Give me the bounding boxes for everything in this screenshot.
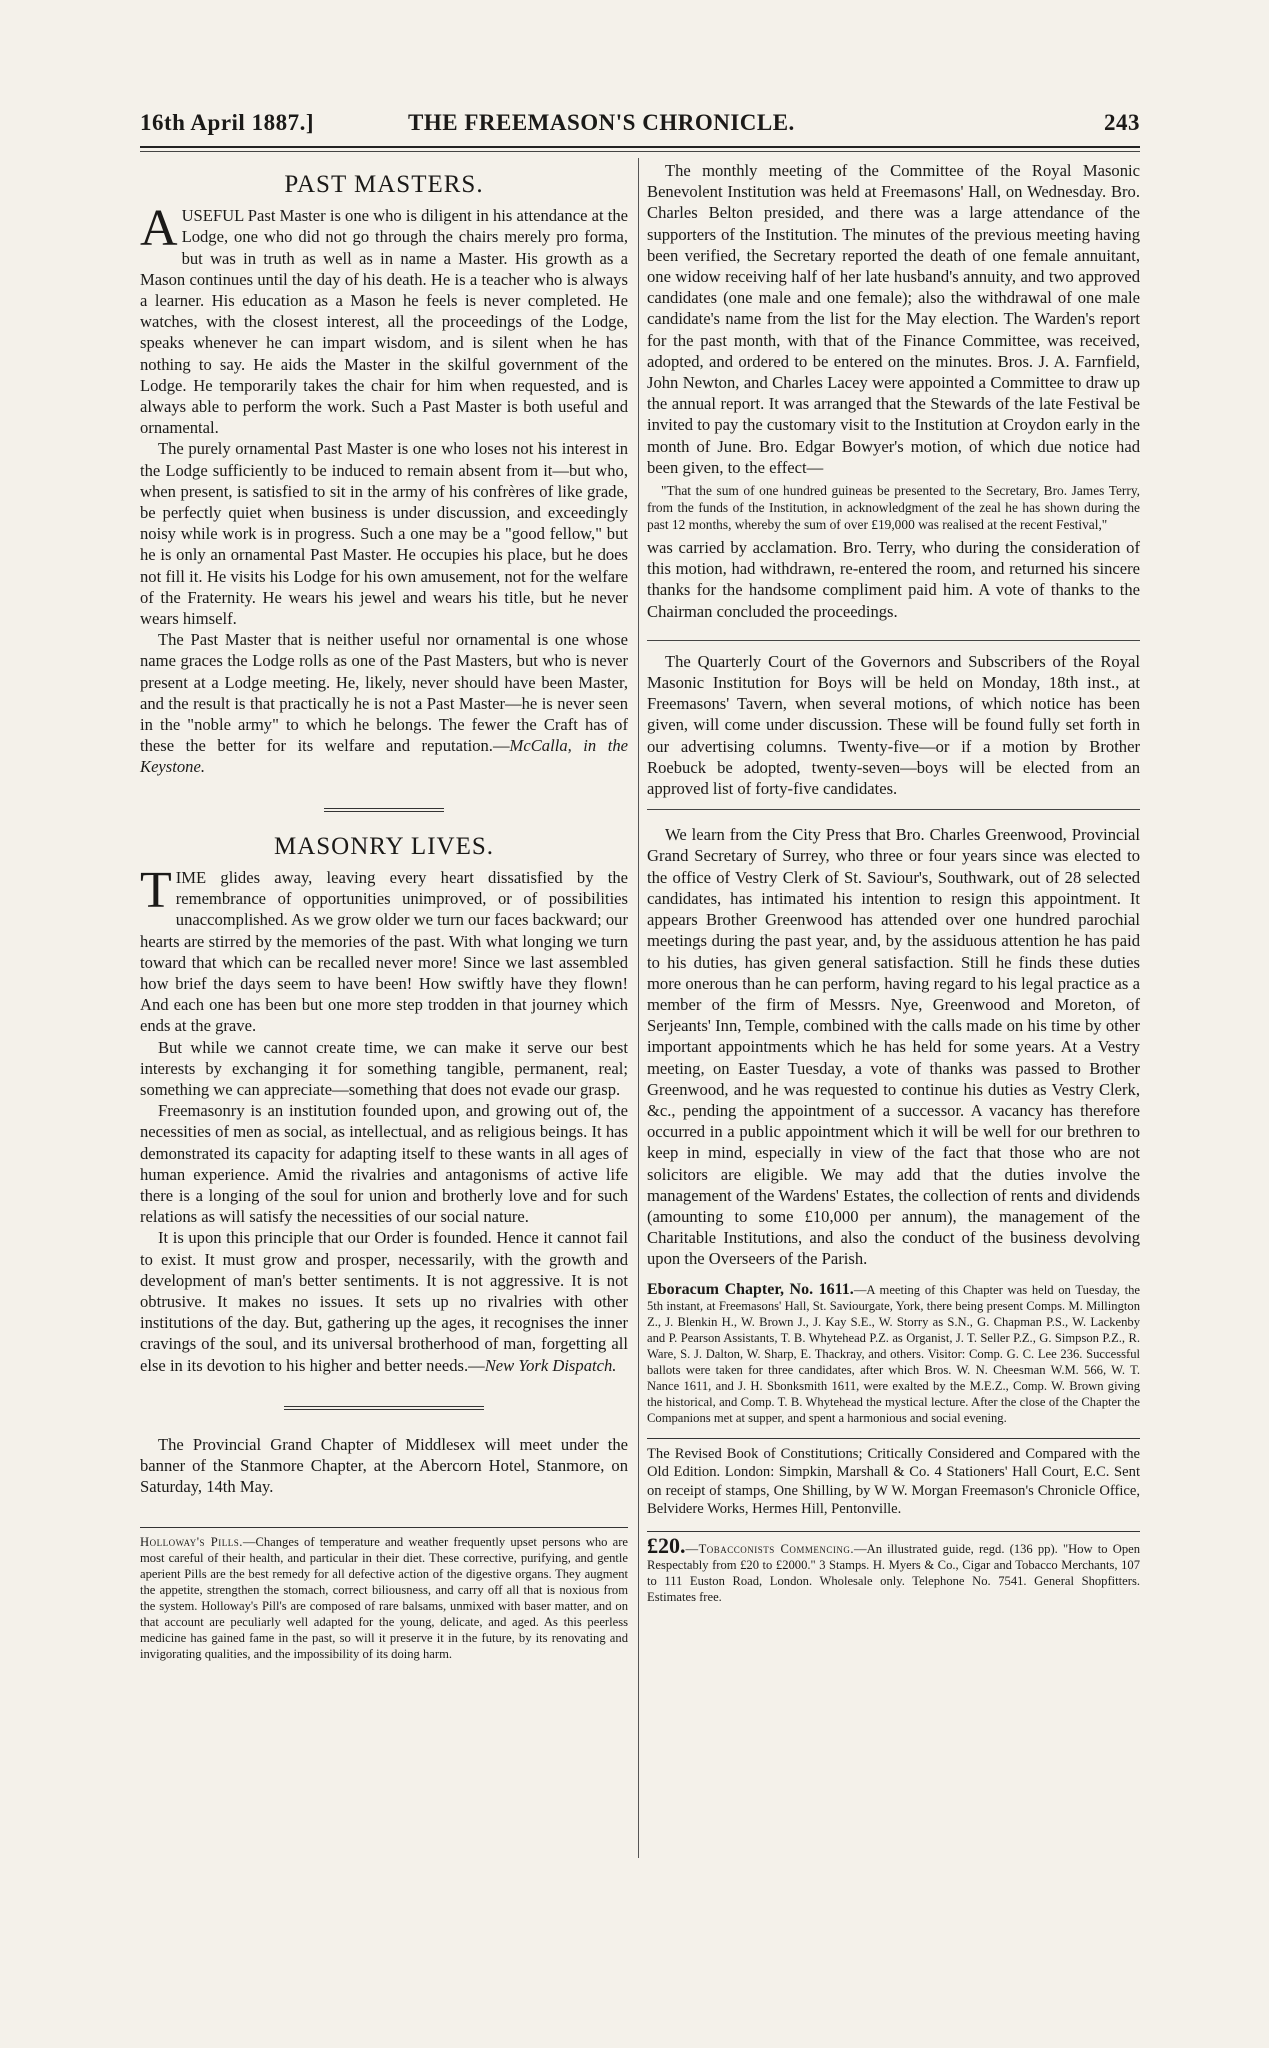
- paragraph-text: It is upon this principle that our Order is founded. Hence it cannot fail to exist. It must grow and prosper, necessarily, with the growth and development of man's better sentiments. It is not aggressive. It is not obtrusive. It makes no issues. It sets up no rivalries with other institutions of the day. But, gathering up the ages, it recognises the inner cravings of the soul, and its universal brotherhood of man, forgetting all else in its devotion to his higher and better needs.—: [140, 1228, 628, 1375]
- tobacco-advert: [647, 1531, 1140, 1605]
- paragraph: But while we cannot create time, we can make it serve our best interests by exchanging it for something tangible, permanent, real; something we can appreciate—something that does not evade our grasp.: [140, 1037, 628, 1099]
- advert-lead: Holloway's Pills.: [140, 1535, 243, 1550]
- paragraph: The purely ornamental Past Master is one who loses not his interest in the Lodge sufficiently to be induced to remain absent from it—but who, when present, is satisfied to sit in the army of his confrères of like grade, be perfectly quiet when business is under discussion, and exceedingly noisy while work is in progress. Such a one may be a "good fellow," but he is only an ornamental Past Master. He occupies his place, but he does not fill it. He visits his Lodge for his own amusement, not for the welfare of the Fraternity. He wears his jewel and wears his title, but he never wears himself.: [140, 439, 628, 629]
- article-heading: MASONRY LIVES.: [273, 832, 495, 860]
- greenwood-notice: We learn from the City Press that Bro. Charles Greenwood, Provincial Grand Secretary of Surrey, who three or four years since was elected to the office of Vestry Clerk of St. Saviour's, Southwark, out of 28 selected candidates, has intimated his intention to resign this appointment. It appears Brother Greenwood has attended over one hundred parochial meetings during the past year, and, by the assiduous attention he has paid to his duties, has given general satisfaction. Still he finds these duties more onerous than he can perform, having regard to his legal practice as a member of the firm of Messrs. Nye, Greenwood and Moreton, of Serjeants' Inn, Temple, combined with the calls made on his time by other important appointments which he has held for some years. At a Vestry meeting, on Easter Tuesday, a vote of thanks was passed to Brother Greenwood, and he was requested to continue his duties as Vestry Clerk, &c., pending the appointment of a successor. A vacancy has therefore occurred in a public appointment which it will be well for our brethren to keep in mind, especially in view of the fact that those who are not solicitors are eligible. We may add that the duties involve the management of the Wardens' Estates, the collection of rents and dividends (amounting to some £10,000 per annum), the management of the Charitable Institutions, and also the conduct of the business devolving upon the Overseers of the Parish.: [647, 825, 1140, 1269]
- paragraph: [647, 1282, 1140, 1426]
- paragraph-text: IME glides away, leaving every heart dissatisfied by the remembrance of opportunities unimproved, or of possibilities unaccomplished. As we grow older we turn our faces backward; our hearts are stirred by the memories of the past. With what longing we turn toward that which can be recalled never more! Since we last assembled how brief the days seem to have been! How swiftly have they flown! And each one has been but one more step trodden in that journey which ends at the grave.: [140, 867, 628, 1036]
- publication-title: THE FREEMASON'S CHRONICLE.: [408, 110, 795, 135]
- attribution: McCalla, in the Keystone.: [140, 736, 628, 777]
- attribution: New York Dispatch.: [484, 1355, 617, 1375]
- article-masonry-lives: [140, 832, 628, 1376]
- holloway-advert: [140, 1527, 628, 1662]
- paragraph: The monthly meeting of the Committee of the Royal Masonic Benevolent Institution was held at Freemasons' Hall, on Wednesday. Bro. Charles Belton presided, and there was a large attendance of the supporters of the Institution. The minutes of the previous meeting having been verified, the Secretary reported the death of one female annuitant, one widow receiving half of her late husband's annuity, and two approved candidates (one male and one female); also the withdrawal of one male candidate's name from the list for the May election. The Warden's report for the past month, with that of the Finance Committee, was received, adopted, and ordered to be entered on the minutes. Bros. J. A. Farnfield, John Newton, and Charles Lacey were appointed a Committee to draw up the annual report. It was arranged that the Stewards of the late Festival be invited to pay the customary visit to the Institution at Croydon early in the month of June. Bro. Edgar Bowyer's motion, of which due notice had been given, to the effect—: [647, 161, 1140, 477]
- drop-cap: A: [140, 200, 178, 258]
- advert-text: —Changes of temperature and weather frequently upset persons who are most careful of their health, and particular in their diet. These corrective, purifying, and gentle aperient Pills are the best remedy for all defective action of the digestive organs. They augment the appetite, strengthen the stomach, correct biliousness, and carry off all that is noxious from the system. Holloway's Pill's are composed of rare balsams, unmixed with baser matter, and on that account are peculiarly well adapted for the young, delicate, and aged. As this peerless medicine has gained fame in the past, so will it preserve it in the future, by its renovating and invigorating qualities, and the impossibility of its doing harm.: [140, 1535, 628, 1662]
- paragraph-text: The Past Master that is neither useful nor ornamental is one whose name graces the Lodge rolls as one of the Past Masters, but who is never present at a Lodge meeting. He, likely, never should have been Master, and the result is that practically he is not a Past Master—he is never seen in the "noble army" to which he belongs. The fewer the Craft has of these the better for its welfare and reputation.—: [140, 630, 628, 756]
- header-rule-thin: [140, 151, 1140, 152]
- motion-quote: "That the sum of one hundred guineas be presented to the Secretary, Bro. James Terry, from the funds of the Institution, in acknowledgment of the zeal he has shown during the past 12 months, whereby the sum of over £19,000 was realised at the recent Festival,": [647, 483, 1140, 533]
- header-rule: [140, 146, 1140, 148]
- report-text: —A meeting of this Chapter was held on Tuesday, the 5th instant, at Freemasons' Hall, St. Saviourgate, York, there being present Comps. M. Millington Z., J. Blenkin H., W. Brown J., J. Kay S.E., W. Storry as S.N., G. Chapman P.S., W. Lackenby and P. Pearson Assistants, T. B. Whytehead P.Z. as Organist, J. T. Seller P.Z., G. Simpson P.Z., R. Ware, S. J. Dalton, W. Sharp, E. Thackray, and others. Visitor: Comp. G. C. Lee 236. Successful ballots were taken for three candidates, after which Bros. W. N. Cheesman W.M. 566, W. T. Nance 1611, and J. H. Sbonksmith 1611, were exalted by the M.E.Z., Comp. W. Brown giving the historical, and Comp. T. B. Whytehead the mystical lecture. After the close of the Chapter the Companions met at supper, and spent a harmonious and social evening.: [647, 1282, 1140, 1425]
- section-rule: [647, 640, 1140, 641]
- paragraph-text: USEFUL Past Master is one who is diligent in his attendance at the Lodge, one who did not go through the chairs merely pro forma, but was in truth as well as in name a Master. His growth as a Mason continues until the day of his death. He is a teacher who is always a learner. His education as a Mason he feels is never completed. He watches, with the closest interest, all the proceedings of the Lodge, speaks whenever he can impart wisdom, and is silent when he has nothing to say. He aids the Master in the skilful government of the Lodge. He temporarily takes the chair for him when requested, and is always able to perform the work. Such a Past Master is both useful and ornamental.: [140, 206, 628, 438]
- report-lead: Eboracum Chapter, No. 1611.: [647, 1280, 854, 1298]
- issue-date: 16th April 1887.]: [140, 110, 314, 135]
- boys-school-notice: The Quarterly Court of the Governors and Subscribers of the Royal Masonic Institution for Boys will be held on Monday, 18th inst., at Freemasons' Tavern, when several motions, of which notice has been given, will come under discussion. These will be found fully set forth in our advertising columns. Twenty-five—or if a motion by Brother Roebuck be adopted, twenty-seven—boys will be elected from an approved list of forty-five candidates.: [647, 651, 1140, 799]
- paragraph: was carried by acclamation. Bro. Terry, who during the consideration of this motion, had withdrawn, re-entered the room, and returned his sincere thanks for the handsome compliment paid him. A vote of thanks to the Chairman concluded the proceedings.: [647, 538, 1140, 621]
- advert-text: —An illustrated guide, regd. (136 pp). "How to Open Respectably from £20 to £2000." 3 Stamps. H. Myers & Co., Cigar and Tobacco Merchants, 107 to 111 Euston Road, London. Wholesale only. Telephone No. 7541. General Shopfitters. Estimates free.: [647, 1541, 1140, 1604]
- advert-price: £20.: [647, 1532, 686, 1558]
- section-rule: [647, 809, 1140, 810]
- article-rmbi: [647, 160, 1140, 622]
- article-past-masters: [140, 171, 628, 778]
- eboracum-report: [647, 1282, 1140, 1426]
- advert-lead: —Tobacconists Commencing.: [685, 1541, 855, 1556]
- paragraph: [140, 861, 628, 1037]
- column-separator: [638, 158, 639, 1858]
- paragraph: [647, 1532, 1140, 1605]
- drop-cap: T: [140, 861, 172, 919]
- left-column: [140, 160, 628, 1662]
- paragraph: [140, 629, 628, 777]
- middlesex-notice: The Provincial Grand Chapter of Middlesex will meet under the banner of the Stanmore Chapter, at the Abercorn Hotel, Stanmore, on Saturday, 14th May.: [140, 1434, 628, 1497]
- paragraph: [140, 1534, 628, 1662]
- paragraph: [140, 1227, 628, 1375]
- advert-text: The Revised Book of Constitutions; Critically Considered and Compared with the Old Edition. London: Simpkin, Marshall & Co. 4 Stationers' Hall Court, E.C. Sent on receipt of stamps, One Shilling, by W W. Morgan Freemason's Chronicle Office, Belvidere Works, Hermes Hill, Pentonville.: [647, 1445, 1140, 1518]
- paragraph: Freemasonry is an institution founded upon, and growing out of, the necessities of men as social, as intellectual, and as religious beings. It has demonstrated its capacity for adapting itself to these wants in all ages of human experience. Amid the rivalries and antagonisms of active life there is a longing of the soul for union and brotherly love and for such relations as will satisfy the necessities of our social nature.: [140, 1101, 628, 1227]
- constitutions-advert: [647, 1438, 1140, 1519]
- article-heading: PAST MASTERS.: [284, 171, 484, 198]
- section-divider: [324, 808, 444, 812]
- section-divider: [284, 1406, 484, 1410]
- page-number: 243: [1104, 110, 1140, 135]
- right-column: [647, 160, 1140, 1605]
- page-header: [140, 110, 1140, 144]
- paragraph: [140, 200, 628, 438]
